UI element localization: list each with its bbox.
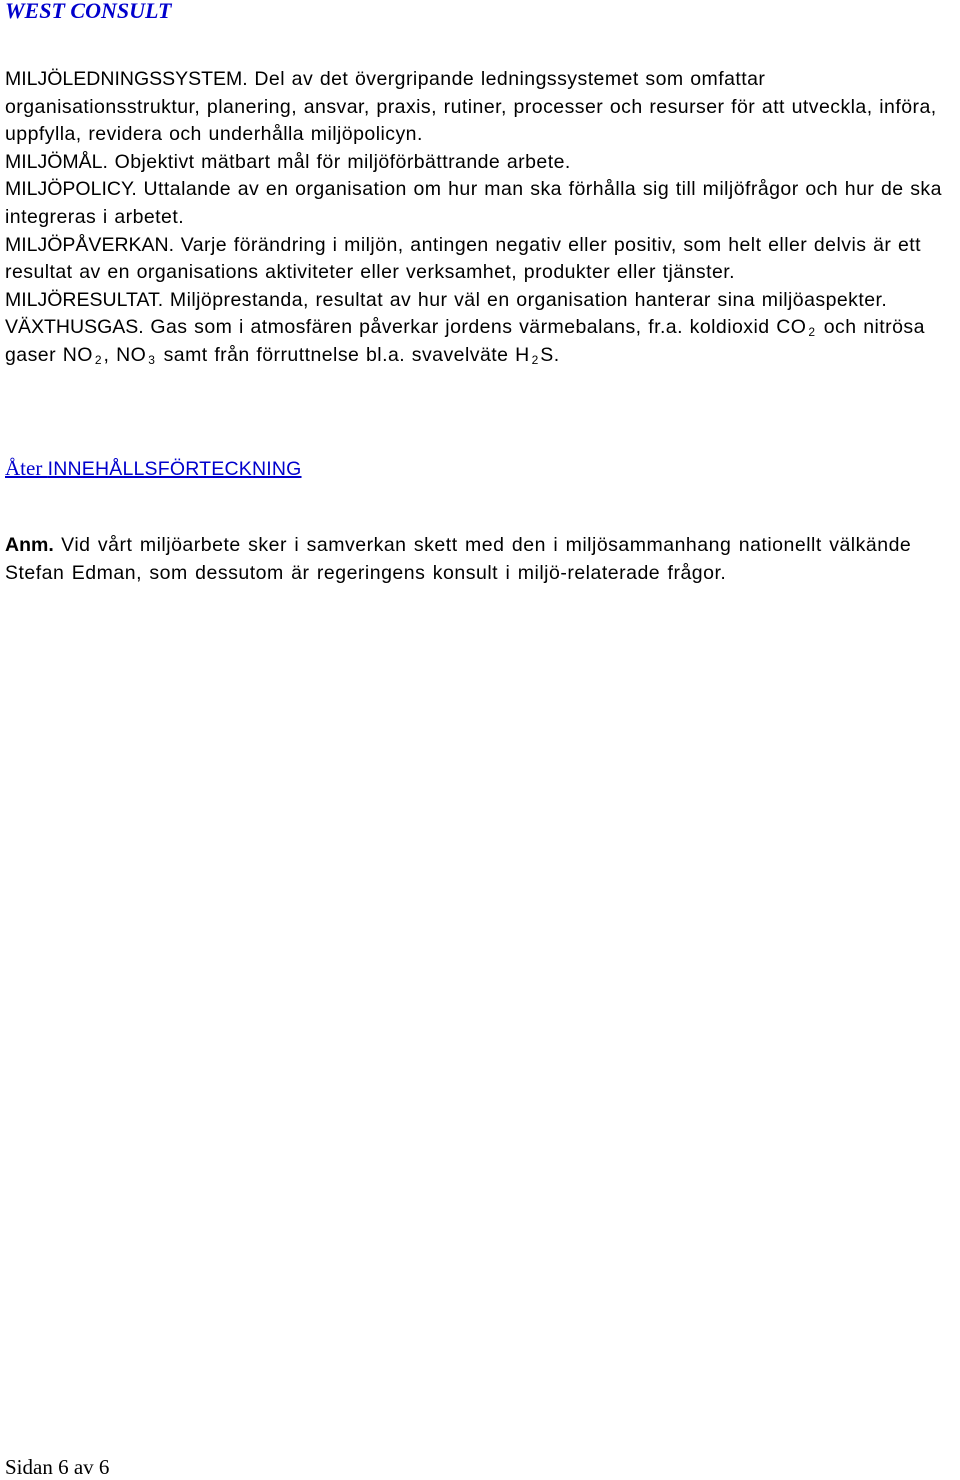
note-text: Vid vårt miljöarbete sker i samverkan skett med den i miljösammanhang nationellt välkände Stefan Edman, som dessutom är regeringens konsult i miljö-relaterade frågor. (5, 533, 912, 584)
glossary-definition-part: S. (540, 343, 560, 366)
back-link-row (5, 454, 302, 483)
note-paragraph (5, 531, 955, 588)
glossary-term: MILJÖPOLICY. (5, 178, 137, 201)
glossary-term: MILJÖPÅVERKAN. (5, 233, 175, 256)
subscript: 2 (808, 325, 816, 340)
glossary-definition: Varje förändring i miljön, antingen negativ eller positiv, som helt eller delvis är ett resultat av en organisations aktiviteter eller verksamhet, produkter eller tjänster. (5, 233, 922, 284)
glossary-definition-part: , NO (103, 343, 147, 366)
glossary-entry-miljopolicy (5, 176, 957, 231)
note-label: Anm. (5, 533, 54, 556)
glossary-entry-miljomal (5, 149, 957, 177)
glossary-entry-vaxthusgas (5, 314, 957, 369)
page-number-footer: Sidan 6 av 6 (5, 1455, 110, 1479)
subscript: 2 (531, 352, 539, 367)
glossary-definition-part: och nitrösa gaser NO (5, 316, 925, 366)
back-to-contents-link[interactable] (5, 458, 302, 480)
back-link-prefix: Åter (5, 456, 48, 480)
glossary (5, 66, 957, 370)
glossary-entry-miljoledningssystem (5, 66, 957, 149)
glossary-definition: Miljöprestanda, resultat av hur väl en organisation hanterar sina miljöaspekter. (163, 288, 888, 311)
glossary-definition: Objektivt mätbart mål för miljöförbättrande arbete. (107, 150, 571, 173)
subscript: 2 (94, 352, 102, 367)
glossary-definition-part: samt från förruttnelse bl.a. svavelväte H (156, 343, 530, 366)
company-brand: WEST CONSULT (5, 0, 172, 23)
glossary-definition: Del av det övergripande ledningssystemet som omfattar organisationsstruktur, planering, ansvar, praxis, rutiner, processer och resurser för att utveckla, införa, uppfylla, revidera och underhålla miljöpolicyn. (5, 68, 937, 146)
glossary-definition: Uttalande av en organisation om hur man ska förhålla sig till miljöfrågor och hur de ska integreras i arbetet. (5, 178, 942, 228)
subscript: 3 (148, 352, 155, 367)
glossary-entry-miljopaverkan (5, 232, 957, 287)
glossary-term: MILJÖLEDNINGSSYSTEM. (5, 68, 248, 90)
glossary-term: VÄXTHUSGAS. (5, 316, 144, 339)
glossary-definition-part: Gas som i atmosfären påverkar jordens värmebalans, fr.a. koldioxid CO (143, 316, 807, 339)
back-link-target: INNEHÅLLSFÖRTECKNING (47, 458, 302, 480)
glossary-entry-miljoresultat (5, 287, 957, 315)
glossary-term: MILJÖRESULTAT. (5, 288, 164, 311)
glossary-term: MILJÖMÅL. (5, 150, 108, 173)
